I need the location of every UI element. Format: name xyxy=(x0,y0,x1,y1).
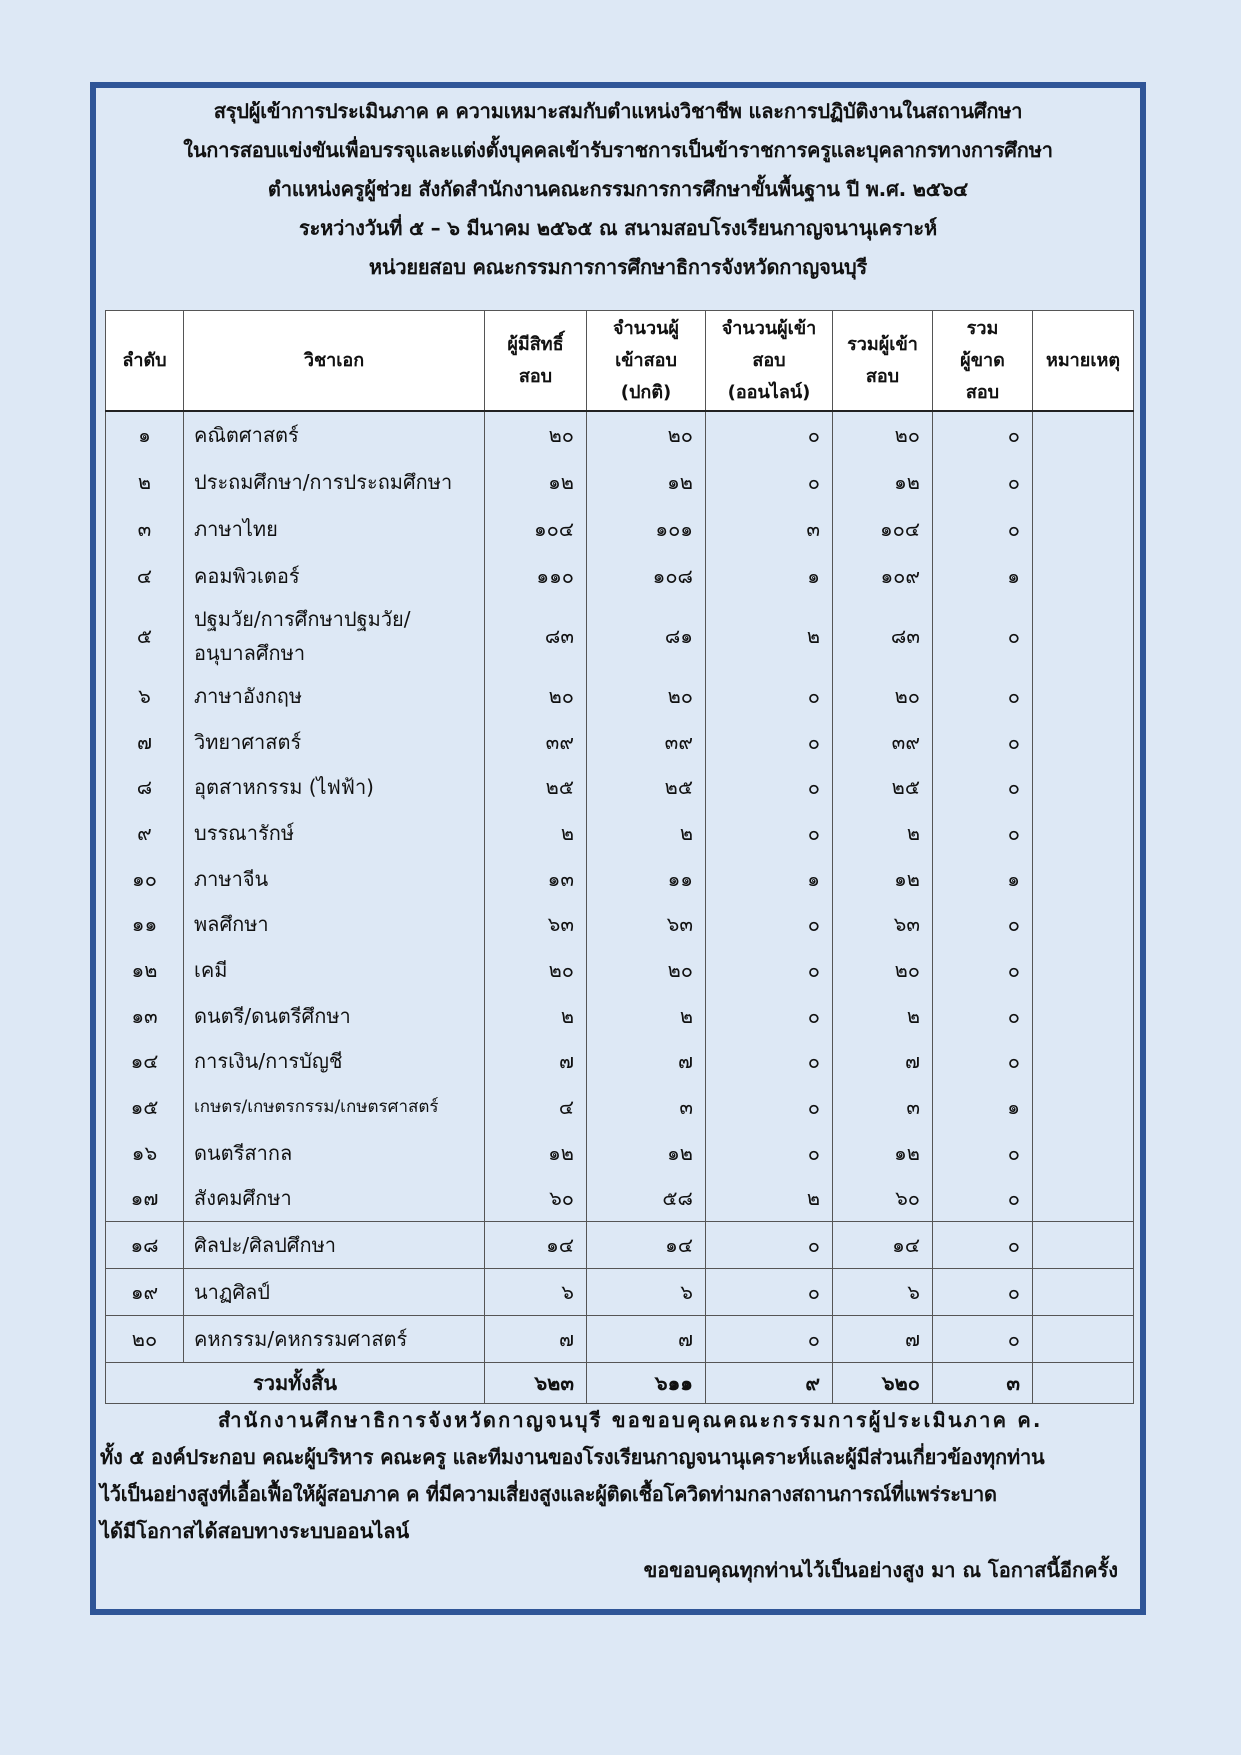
row-number: ๘ xyxy=(106,764,184,810)
row-subject: ภาษาจีน xyxy=(184,856,485,902)
row-total-absent: ๐ xyxy=(933,764,1033,810)
row-attended-online: ๐ xyxy=(706,993,833,1039)
header-remark xyxy=(1033,311,1134,412)
row-total-absent: ๑ xyxy=(933,552,1033,599)
title-line-3: ตำแหน่งครูผู้ช่วย สังกัดสำนักงานคณะกรรมการการศึกษาขั้นพื้นฐาน ปี พ.ศ. ๒๕๖๔ xyxy=(267,177,969,201)
total-attended-online: ๙ xyxy=(706,1363,833,1404)
row-subject: อุตสาหกรรม (ไฟฟ้า) xyxy=(184,764,485,810)
header-order xyxy=(106,311,184,412)
row-attended-normal: ๑๔ xyxy=(587,1222,706,1269)
row-remark xyxy=(1033,1269,1134,1316)
row-attended-normal: ๑๐๘ xyxy=(587,552,706,599)
row-eligible: ๑๐๔ xyxy=(485,506,587,553)
row-attended-normal: ๘๑ xyxy=(587,599,706,673)
row-eligible: ๓๙ xyxy=(485,719,587,765)
row-total-absent: ๐ xyxy=(933,411,1033,459)
row-total-attended: ๑๒ xyxy=(833,856,933,902)
total-remark xyxy=(1033,1363,1134,1404)
row-total-attended: ๒๐ xyxy=(833,411,933,459)
row-subject: ภาษาไทย xyxy=(184,506,485,553)
row-number: ๑๙ xyxy=(106,1269,184,1316)
row-attended-online: ๑ xyxy=(706,552,833,599)
row-attended-online: ๐ xyxy=(706,459,833,506)
row-subject: นาฏศิลป์ xyxy=(184,1269,485,1316)
header-online-line: สอบ xyxy=(752,349,786,371)
footer-line-4: ได้มีโอกาสได้สอบทางระบบออนไลน์ xyxy=(100,1519,410,1543)
row-attended-normal: ๒๐ xyxy=(587,947,706,993)
results-table xyxy=(105,310,1134,1404)
row-total-absent: ๐ xyxy=(933,1039,1033,1085)
row-total-attended: ๑๒ xyxy=(833,1130,933,1176)
header-total-absent xyxy=(933,311,1033,412)
header-subject-label: วิชาเอก xyxy=(303,349,365,371)
table-row xyxy=(106,1130,1134,1176)
total-attended-normal: ๖๑๑ xyxy=(587,1363,706,1404)
header-total-attended-line: สอบ xyxy=(865,365,900,387)
row-attended-online: ๐ xyxy=(706,1222,833,1269)
total-eligible: ๖๒๓ xyxy=(485,1363,587,1404)
table-row xyxy=(106,411,1134,459)
row-eligible: ๑๑๐ xyxy=(485,552,587,599)
header-online-line: (ออนไลน์) xyxy=(727,381,811,403)
table-row xyxy=(106,1316,1134,1363)
title-line-4: ระหว่างวันที่ ๕ – ๖ มีนาคม ๒๕๖๕ ณ สนามสอบโรงเรียนกาญจนานุเคราะห์ xyxy=(299,216,937,240)
row-attended-online: ๑ xyxy=(706,856,833,902)
row-attended-online: ๒ xyxy=(706,599,833,673)
row-number: ๑๑ xyxy=(106,901,184,947)
header-online-line: จำนวนผู้เข้า xyxy=(721,317,817,339)
row-total-absent: ๐ xyxy=(933,1316,1033,1363)
row-subject: คอมพิวเตอร์ xyxy=(184,552,485,599)
footer-line-2: ทั้ง ๕ องค์ประกอบ คณะผู้บริหาร คณะครู และทีมงานของโรงเรียนกาญจนานุเคราะห์และผู้มีส่วนเกี่ยวข้องทุกท่าน xyxy=(100,1445,1045,1469)
row-total-attended: ๖๐ xyxy=(833,1176,933,1222)
row-attended-online: ๐ xyxy=(706,810,833,856)
row-total-absent: ๐ xyxy=(933,1222,1033,1269)
row-attended-online: ๐ xyxy=(706,1039,833,1085)
row-attended-normal: ๒ xyxy=(587,993,706,1039)
row-total-absent: ๐ xyxy=(933,993,1033,1039)
row-remark xyxy=(1033,506,1134,553)
row-attended-normal: ๒๕ xyxy=(587,764,706,810)
row-total-attended: ๖๓ xyxy=(833,901,933,947)
row-remark xyxy=(1033,901,1134,947)
row-attended-normal: ๒๐ xyxy=(587,673,706,719)
row-total-attended: ๒๐ xyxy=(833,673,933,719)
row-attended-online: ๐ xyxy=(706,947,833,993)
row-remark xyxy=(1033,411,1134,459)
row-total-attended: ๒ xyxy=(833,810,933,856)
row-subject: พลศึกษา xyxy=(184,901,485,947)
row-total-absent: ๐ xyxy=(933,719,1033,765)
header-eligible xyxy=(485,311,587,412)
row-number: ๑๐ xyxy=(106,856,184,902)
table-row xyxy=(106,993,1134,1039)
row-eligible: ๖ xyxy=(485,1269,587,1316)
title-line-2: ในการสอบแข่งขันเพื่อบรรจุและแต่งตั้งบุคคลเข้ารับราชการเป็นข้าราชการครูและบุคลากรทางการศึกษา xyxy=(183,138,1053,162)
row-attended-normal: ๕๘ xyxy=(587,1176,706,1222)
table-total-row xyxy=(106,1363,1134,1404)
table-row xyxy=(106,599,1134,673)
row-total-attended: ๑๒ xyxy=(833,459,933,506)
row-eligible: ๒๕ xyxy=(485,764,587,810)
row-attended-normal: ๑๑ xyxy=(587,856,706,902)
table-row xyxy=(106,1269,1134,1316)
row-number: ๑๖ xyxy=(106,1130,184,1176)
row-remark xyxy=(1033,599,1134,673)
row-eligible: ๒๐ xyxy=(485,947,587,993)
table-row xyxy=(106,1039,1134,1085)
row-subject: คหกรรม/คหกรรมศาสตร์ xyxy=(184,1316,485,1363)
table-row xyxy=(106,1084,1134,1130)
header-attended-normal xyxy=(587,311,706,412)
row-attended-online: ๐ xyxy=(706,719,833,765)
row-attended-online: ๐ xyxy=(706,673,833,719)
row-eligible: ๑๒ xyxy=(485,1130,587,1176)
row-total-attended: ๒๕ xyxy=(833,764,933,810)
row-total-absent: ๑ xyxy=(933,856,1033,902)
table-row xyxy=(106,947,1134,993)
table-header-row xyxy=(106,311,1134,412)
row-attended-normal: ๓ xyxy=(587,1084,706,1130)
header-subject xyxy=(184,311,485,412)
row-number: ๙ xyxy=(106,810,184,856)
row-attended-online: ๐ xyxy=(706,411,833,459)
row-number: ๑๒ xyxy=(106,947,184,993)
document-title xyxy=(96,92,1140,287)
row-remark xyxy=(1033,810,1134,856)
row-total-attended: ๓ xyxy=(833,1084,933,1130)
row-subject: เคมี xyxy=(184,947,485,993)
row-remark xyxy=(1033,719,1134,765)
row-subject: เกษตร/เกษตรกรรม/เกษตรศาสตร์ xyxy=(184,1084,485,1130)
row-total-attended: ๗ xyxy=(833,1316,933,1363)
row-eligible: ๒๐ xyxy=(485,673,587,719)
footer-line-1: สำนักงานศึกษาธิการจังหวัดกาญจนบุรี ขอขอบคุณคณะกรรมการผู้ประเมินภาค ค. xyxy=(218,1408,1043,1432)
row-number: ๓ xyxy=(106,506,184,553)
header-eligible-line: สอบ xyxy=(518,365,553,387)
row-remark xyxy=(1033,1039,1134,1085)
row-subject-line: อนุบาลศึกษา xyxy=(194,641,306,665)
row-number: ๒๐ xyxy=(106,1316,184,1363)
row-eligible: ๗ xyxy=(485,1039,587,1085)
row-attended-normal: ๗ xyxy=(587,1316,706,1363)
table-row xyxy=(106,810,1134,856)
row-subject: การเงิน/การบัญชี xyxy=(184,1039,485,1085)
row-eligible: ๖๐ xyxy=(485,1176,587,1222)
row-remark xyxy=(1033,1222,1134,1269)
row-number: ๑๕ xyxy=(106,1084,184,1130)
row-remark xyxy=(1033,993,1134,1039)
title-line-1: สรุปผู้เข้าการประเมินภาค ค ความเหมาะสมกับตำแหน่งวิชาชีพ และการปฏิบัติงานในสถานศึกษา xyxy=(213,99,1023,123)
footer-closing: ขอขอบคุณทุกท่านไว้เป็นอย่างสูง มา ณ โอกาสนี้อีกครั้ง xyxy=(643,1558,1118,1582)
row-attended-normal: ๗ xyxy=(587,1039,706,1085)
total-label: รวมทั้งสิ้น xyxy=(106,1363,485,1404)
row-remark xyxy=(1033,1130,1134,1176)
row-remark xyxy=(1033,764,1134,810)
row-eligible: ๖๓ xyxy=(485,901,587,947)
row-attended-online: ๐ xyxy=(706,1130,833,1176)
row-number: ๔ xyxy=(106,552,184,599)
header-order-label: ลำดับ xyxy=(122,349,167,371)
footer-line-3: ไว้เป็นอย่างสูงที่เอื้อเฟื้อให้ผู้สอบภาค ค ที่มีความเสี่ยงสูงและผู้ติดเชื้อโควิดท่ามกลางสถานการณ์ที่แพร่ระบาด xyxy=(100,1482,997,1506)
row-eligible: ๘๓ xyxy=(485,599,587,673)
header-total-attended xyxy=(833,311,933,412)
row-total-attended: ๗ xyxy=(833,1039,933,1085)
row-attended-normal: ๑๐๑ xyxy=(587,506,706,553)
row-remark xyxy=(1033,947,1134,993)
table-row xyxy=(106,673,1134,719)
table-row xyxy=(106,1222,1134,1269)
row-attended-normal: ๑๒ xyxy=(587,1130,706,1176)
row-remark xyxy=(1033,673,1134,719)
row-attended-online: ๐ xyxy=(706,1084,833,1130)
row-attended-online: ๒ xyxy=(706,1176,833,1222)
row-eligible: ๑๒ xyxy=(485,459,587,506)
row-subject: ประถมศึกษา/การประถมศึกษา xyxy=(184,459,485,506)
row-total-attended: ๑๐๔ xyxy=(833,506,933,553)
row-remark xyxy=(1033,459,1134,506)
row-total-absent: ๐ xyxy=(933,599,1033,673)
row-eligible: ๒ xyxy=(485,810,587,856)
row-attended-normal: ๓๙ xyxy=(587,719,706,765)
row-total-absent: ๐ xyxy=(933,1176,1033,1222)
row-attended-normal: ๖๓ xyxy=(587,901,706,947)
table-row xyxy=(106,1176,1134,1222)
row-attended-online: ๐ xyxy=(706,901,833,947)
row-total-absent: ๐ xyxy=(933,673,1033,719)
row-attended-online: ๐ xyxy=(706,1316,833,1363)
row-remark xyxy=(1033,856,1134,902)
row-subject: ภาษาอังกฤษ xyxy=(184,673,485,719)
table-row xyxy=(106,764,1134,810)
row-subject xyxy=(184,599,485,673)
row-attended-normal: ๒๐ xyxy=(587,411,706,459)
row-total-attended: ๒ xyxy=(833,993,933,1039)
row-total-attended: ๑๔ xyxy=(833,1222,933,1269)
row-remark xyxy=(1033,1316,1134,1363)
row-number: ๑๔ xyxy=(106,1039,184,1085)
row-number: ๖ xyxy=(106,673,184,719)
row-number: ๗ xyxy=(106,719,184,765)
row-total-attended: ๘๓ xyxy=(833,599,933,673)
row-total-absent: ๐ xyxy=(933,1269,1033,1316)
row-total-absent: ๐ xyxy=(933,947,1033,993)
row-remark xyxy=(1033,1084,1134,1130)
title-line-5: หน่วยยสอบ คณะกรรมการการศึกษาธิการจังหวัดกาญจนบุรี xyxy=(368,255,868,279)
header-normal-line: เข้าสอบ xyxy=(615,349,677,371)
row-total-attended: ๓๙ xyxy=(833,719,933,765)
row-number: ๑๗ xyxy=(106,1176,184,1222)
header-normal-line: จำนวนผู้ xyxy=(613,317,679,339)
row-subject: ดนตรี/ดนตรีศึกษา xyxy=(184,993,485,1039)
row-subject: บรรณารักษ์ xyxy=(184,810,485,856)
row-eligible: ๒๐ xyxy=(485,411,587,459)
header-attended-online xyxy=(706,311,833,412)
row-attended-normal: ๖ xyxy=(587,1269,706,1316)
row-total-attended: ๒๐ xyxy=(833,947,933,993)
row-total-absent: ๐ xyxy=(933,810,1033,856)
table-row xyxy=(106,856,1134,902)
row-attended-online: ๐ xyxy=(706,1269,833,1316)
header-remark-label: หมายเหตุ xyxy=(1045,349,1121,371)
row-subject: ศิลปะ/ศิลปศึกษา xyxy=(184,1222,485,1269)
row-total-attended: ๑๐๙ xyxy=(833,552,933,599)
row-number: ๑๘ xyxy=(106,1222,184,1269)
row-total-attended: ๖ xyxy=(833,1269,933,1316)
row-eligible: ๒ xyxy=(485,993,587,1039)
total-attended: ๖๒๐ xyxy=(833,1363,933,1404)
row-attended-normal: ๑๒ xyxy=(587,459,706,506)
header-normal-line: (ปกติ) xyxy=(620,381,672,403)
table-row xyxy=(106,719,1134,765)
header-absent-line: รวม xyxy=(966,317,999,339)
row-eligible: ๑๓ xyxy=(485,856,587,902)
row-eligible: ๔ xyxy=(485,1084,587,1130)
row-number: ๒ xyxy=(106,459,184,506)
row-remark xyxy=(1033,552,1134,599)
row-subject: คณิตศาสตร์ xyxy=(184,411,485,459)
header-total-attended-line: รวมผู้เข้า xyxy=(847,333,918,355)
row-total-absent: ๑ xyxy=(933,1084,1033,1130)
row-remark xyxy=(1033,1176,1134,1222)
row-subject: สังคมศึกษา xyxy=(184,1176,485,1222)
row-subject: วิทยาศาสตร์ xyxy=(184,719,485,765)
table-row xyxy=(106,552,1134,599)
row-attended-normal: ๒ xyxy=(587,810,706,856)
total-absent: ๓ xyxy=(933,1363,1033,1404)
row-total-absent: ๐ xyxy=(933,459,1033,506)
table-row xyxy=(106,901,1134,947)
row-subject-line: ปฐมวัย/การศึกษาปฐมวัย/ xyxy=(194,607,411,631)
row-number: ๑ xyxy=(106,411,184,459)
row-eligible: ๑๔ xyxy=(485,1222,587,1269)
header-eligible-line: ผู้มีสิทธิ์ xyxy=(507,333,564,355)
row-number: ๑๓ xyxy=(106,993,184,1039)
header-absent-line: สอบ xyxy=(965,381,1000,403)
header-absent-line: ผู้ขาด xyxy=(960,349,1005,371)
row-attended-online: ๐ xyxy=(706,764,833,810)
row-number: ๕ xyxy=(106,599,184,673)
table-row xyxy=(106,459,1134,506)
row-total-absent: ๐ xyxy=(933,1130,1033,1176)
row-total-absent: ๐ xyxy=(933,506,1033,553)
row-total-absent: ๐ xyxy=(933,901,1033,947)
table-row xyxy=(106,506,1134,553)
row-attended-online: ๓ xyxy=(706,506,833,553)
row-subject: ดนตรีสากล xyxy=(184,1130,485,1176)
row-eligible: ๗ xyxy=(485,1316,587,1363)
footer-note xyxy=(100,1402,1130,1589)
